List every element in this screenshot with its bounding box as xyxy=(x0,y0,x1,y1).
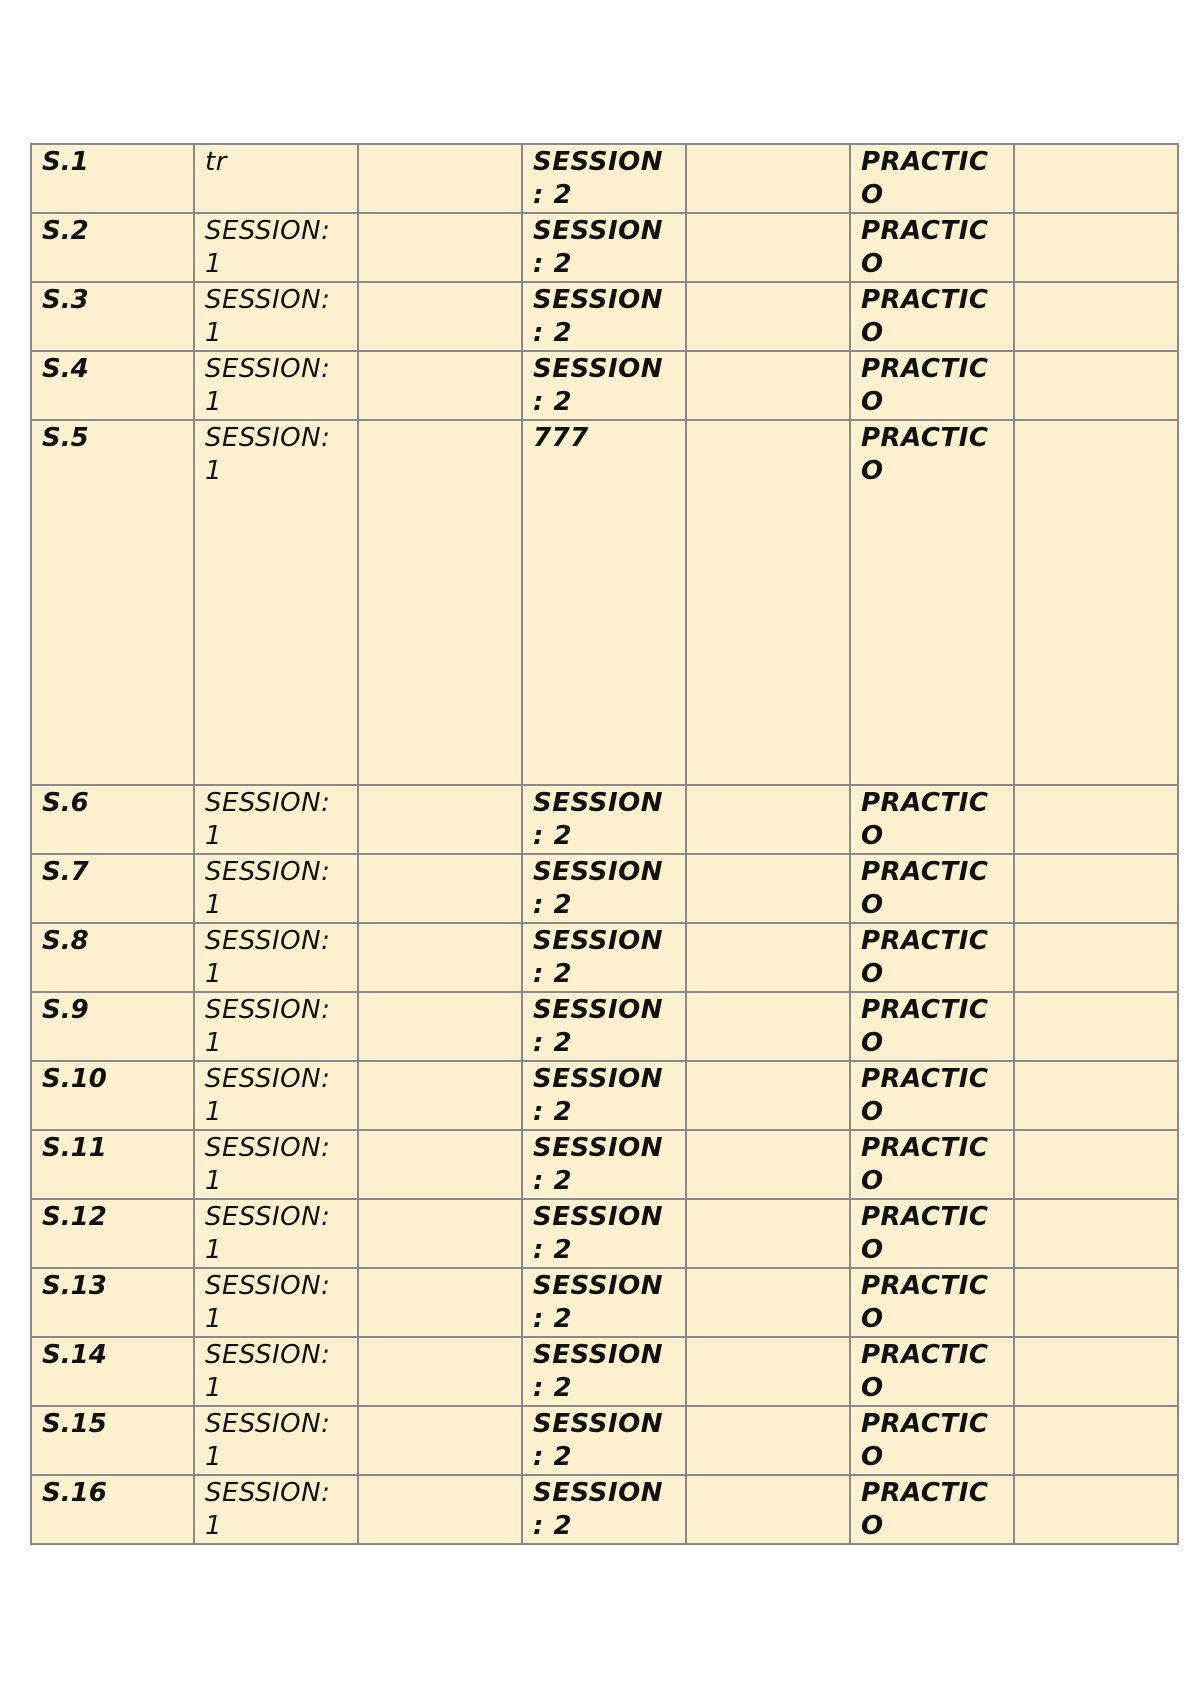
empty-cell[interactable] xyxy=(1014,1130,1178,1199)
session-2-cell[interactable]: SESSION : 2 xyxy=(522,1061,686,1130)
table-row xyxy=(31,1475,1178,1544)
session-2-cell[interactable]: SESSION : 2 xyxy=(522,992,686,1061)
session-id-cell[interactable]: S.14 xyxy=(31,1337,194,1406)
empty-cell[interactable] xyxy=(686,1061,850,1130)
table-row xyxy=(31,351,1178,420)
session-1-cell[interactable]: SESSION: 1 xyxy=(194,1130,358,1199)
session-2-cell[interactable]: SESSION : 2 xyxy=(522,785,686,854)
session-1-cell[interactable]: SESSION: 1 xyxy=(194,923,358,992)
practico-cell[interactable]: PRACTIC O xyxy=(850,1199,1014,1268)
session-2-cell[interactable]: SESSION : 2 xyxy=(522,1130,686,1199)
practico-cell[interactable]: PRACTIC O xyxy=(850,351,1014,420)
empty-cell[interactable] xyxy=(686,213,850,282)
practico-cell[interactable]: PRACTIC O xyxy=(850,420,1014,785)
table-row xyxy=(31,854,1178,923)
schedule-table xyxy=(30,143,1179,1545)
session-id-cell[interactable]: S.3 xyxy=(31,282,194,351)
table-row xyxy=(31,923,1178,992)
table-row xyxy=(31,785,1178,854)
empty-cell[interactable] xyxy=(1014,1061,1178,1130)
session-2-cell[interactable]: SESSION : 2 xyxy=(522,1475,686,1544)
practico-cell[interactable]: PRACTIC O xyxy=(850,1475,1014,1544)
session-2-cell[interactable]: SESSION : 2 xyxy=(522,351,686,420)
session-id-cell[interactable]: S.15 xyxy=(31,1406,194,1475)
session-1-cell[interactable]: SESSION: 1 xyxy=(194,282,358,351)
empty-cell[interactable] xyxy=(686,992,850,1061)
empty-cell[interactable] xyxy=(358,282,522,351)
empty-cell[interactable] xyxy=(686,420,850,785)
session-2-cell[interactable]: SESSION : 2 xyxy=(522,923,686,992)
empty-cell[interactable] xyxy=(686,351,850,420)
practico-cell[interactable]: PRACTIC O xyxy=(850,785,1014,854)
empty-cell[interactable] xyxy=(1014,282,1178,351)
empty-cell[interactable] xyxy=(1014,1199,1178,1268)
empty-cell[interactable] xyxy=(358,351,522,420)
session-1-cell[interactable]: SESSION: 1 xyxy=(194,1406,358,1475)
practico-cell[interactable]: PRACTIC O xyxy=(850,1130,1014,1199)
session-id-cell[interactable]: S.1 xyxy=(31,144,194,213)
session-2-cell[interactable]: SESSION : 2 xyxy=(522,854,686,923)
session-id-cell[interactable]: S.11 xyxy=(31,1130,194,1199)
practico-cell[interactable]: PRACTIC O xyxy=(850,213,1014,282)
table-row xyxy=(31,213,1178,282)
session-1-cell[interactable]: SESSION: 1 xyxy=(194,992,358,1061)
empty-cell[interactable] xyxy=(358,923,522,992)
empty-cell[interactable] xyxy=(1014,923,1178,992)
session-2-cell[interactable]: 777 xyxy=(522,420,686,785)
table-row xyxy=(31,1061,1178,1130)
session-2-cell[interactable]: SESSION : 2 xyxy=(522,213,686,282)
empty-cell[interactable] xyxy=(1014,1406,1178,1475)
session-id-cell[interactable]: S.10 xyxy=(31,1061,194,1130)
session-1-cell[interactable]: SESSION: 1 xyxy=(194,854,358,923)
empty-cell[interactable] xyxy=(686,854,850,923)
empty-cell[interactable] xyxy=(358,1061,522,1130)
session-2-cell[interactable]: SESSION : 2 xyxy=(522,1268,686,1337)
empty-cell[interactable] xyxy=(358,1130,522,1199)
practico-cell[interactable]: PRACTIC O xyxy=(850,854,1014,923)
session-1-cell[interactable]: SESSION: 1 xyxy=(194,1268,358,1337)
session-1-cell[interactable]: SESSION: 1 xyxy=(194,1475,358,1544)
session-id-cell[interactable]: S.16 xyxy=(31,1475,194,1544)
session-2-cell[interactable]: SESSION : 2 xyxy=(522,1337,686,1406)
table-row xyxy=(31,1406,1178,1475)
table-row xyxy=(31,1199,1178,1268)
session-2-cell[interactable]: SESSION : 2 xyxy=(522,1199,686,1268)
empty-cell[interactable] xyxy=(686,1337,850,1406)
empty-cell[interactable] xyxy=(686,144,850,213)
session-1-cell[interactable]: SESSION: 1 xyxy=(194,785,358,854)
session-id-cell[interactable]: S.12 xyxy=(31,1199,194,1268)
session-id-cell[interactable]: S.5 xyxy=(31,420,194,785)
session-1-cell[interactable]: tr xyxy=(194,144,358,213)
session-id-cell[interactable]: S.8 xyxy=(31,923,194,992)
session-id-cell[interactable]: S.2 xyxy=(31,213,194,282)
empty-cell[interactable] xyxy=(1014,854,1178,923)
session-2-cell[interactable]: SESSION : 2 xyxy=(522,282,686,351)
practico-cell[interactable]: PRACTIC O xyxy=(850,992,1014,1061)
session-1-cell[interactable]: SESSION: 1 xyxy=(194,351,358,420)
session-1-cell[interactable]: SESSION: 1 xyxy=(194,213,358,282)
schedule-table-body xyxy=(31,144,1178,1544)
empty-cell[interactable] xyxy=(1014,213,1178,282)
empty-cell[interactable] xyxy=(686,923,850,992)
empty-cell[interactable] xyxy=(686,1130,850,1199)
empty-cell[interactable] xyxy=(686,282,850,351)
empty-cell[interactable] xyxy=(358,144,522,213)
session-id-cell[interactable]: S.4 xyxy=(31,351,194,420)
practico-cell[interactable]: PRACTIC O xyxy=(850,1406,1014,1475)
empty-cell[interactable] xyxy=(1014,144,1178,213)
table-row xyxy=(31,992,1178,1061)
session-id-cell[interactable]: S.9 xyxy=(31,992,194,1061)
empty-cell[interactable] xyxy=(1014,351,1178,420)
empty-cell[interactable] xyxy=(358,420,522,785)
empty-cell[interactable] xyxy=(686,1268,850,1337)
session-2-cell[interactable]: SESSION : 2 xyxy=(522,144,686,213)
empty-cell[interactable] xyxy=(686,1475,850,1544)
practico-cell[interactable]: PRACTIC O xyxy=(850,1268,1014,1337)
session-1-cell[interactable]: SESSION: 1 xyxy=(194,1199,358,1268)
practico-cell[interactable]: PRACTIC O xyxy=(850,282,1014,351)
session-1-cell[interactable]: SESSION: 1 xyxy=(194,1061,358,1130)
empty-cell[interactable] xyxy=(1014,1337,1178,1406)
empty-cell[interactable] xyxy=(1014,992,1178,1061)
empty-cell[interactable] xyxy=(358,1406,522,1475)
empty-cell[interactable] xyxy=(686,1406,850,1475)
session-id-cell[interactable]: S.6 xyxy=(31,785,194,854)
empty-cell[interactable] xyxy=(1014,1475,1178,1544)
practico-cell[interactable]: PRACTIC O xyxy=(850,1061,1014,1130)
practico-cell[interactable]: PRACTIC O xyxy=(850,923,1014,992)
session-1-cell[interactable]: SESSION: 1 xyxy=(194,1337,358,1406)
table-row xyxy=(31,1268,1178,1337)
empty-cell[interactable] xyxy=(358,1199,522,1268)
empty-cell[interactable] xyxy=(358,1475,522,1544)
empty-cell[interactable] xyxy=(1014,420,1178,785)
practico-cell[interactable]: PRACTIC O xyxy=(850,144,1014,213)
empty-cell[interactable] xyxy=(358,992,522,1061)
empty-cell[interactable] xyxy=(358,854,522,923)
empty-cell[interactable] xyxy=(358,785,522,854)
session-id-cell[interactable]: S.13 xyxy=(31,1268,194,1337)
empty-cell[interactable] xyxy=(358,1337,522,1406)
table-row xyxy=(31,1130,1178,1199)
table-row xyxy=(31,282,1178,351)
empty-cell[interactable] xyxy=(358,1268,522,1337)
session-2-cell[interactable]: SESSION : 2 xyxy=(522,1406,686,1475)
session-1-cell[interactable]: SESSION: 1 xyxy=(194,420,358,785)
empty-cell[interactable] xyxy=(686,1199,850,1268)
table-row xyxy=(31,144,1178,213)
practico-cell[interactable]: PRACTIC O xyxy=(850,1337,1014,1406)
empty-cell[interactable] xyxy=(358,213,522,282)
table-row xyxy=(31,420,1178,785)
session-id-cell[interactable]: S.7 xyxy=(31,854,194,923)
empty-cell[interactable] xyxy=(1014,1268,1178,1337)
empty-cell[interactable] xyxy=(1014,785,1178,854)
table-row xyxy=(31,1337,1178,1406)
empty-cell[interactable] xyxy=(686,785,850,854)
